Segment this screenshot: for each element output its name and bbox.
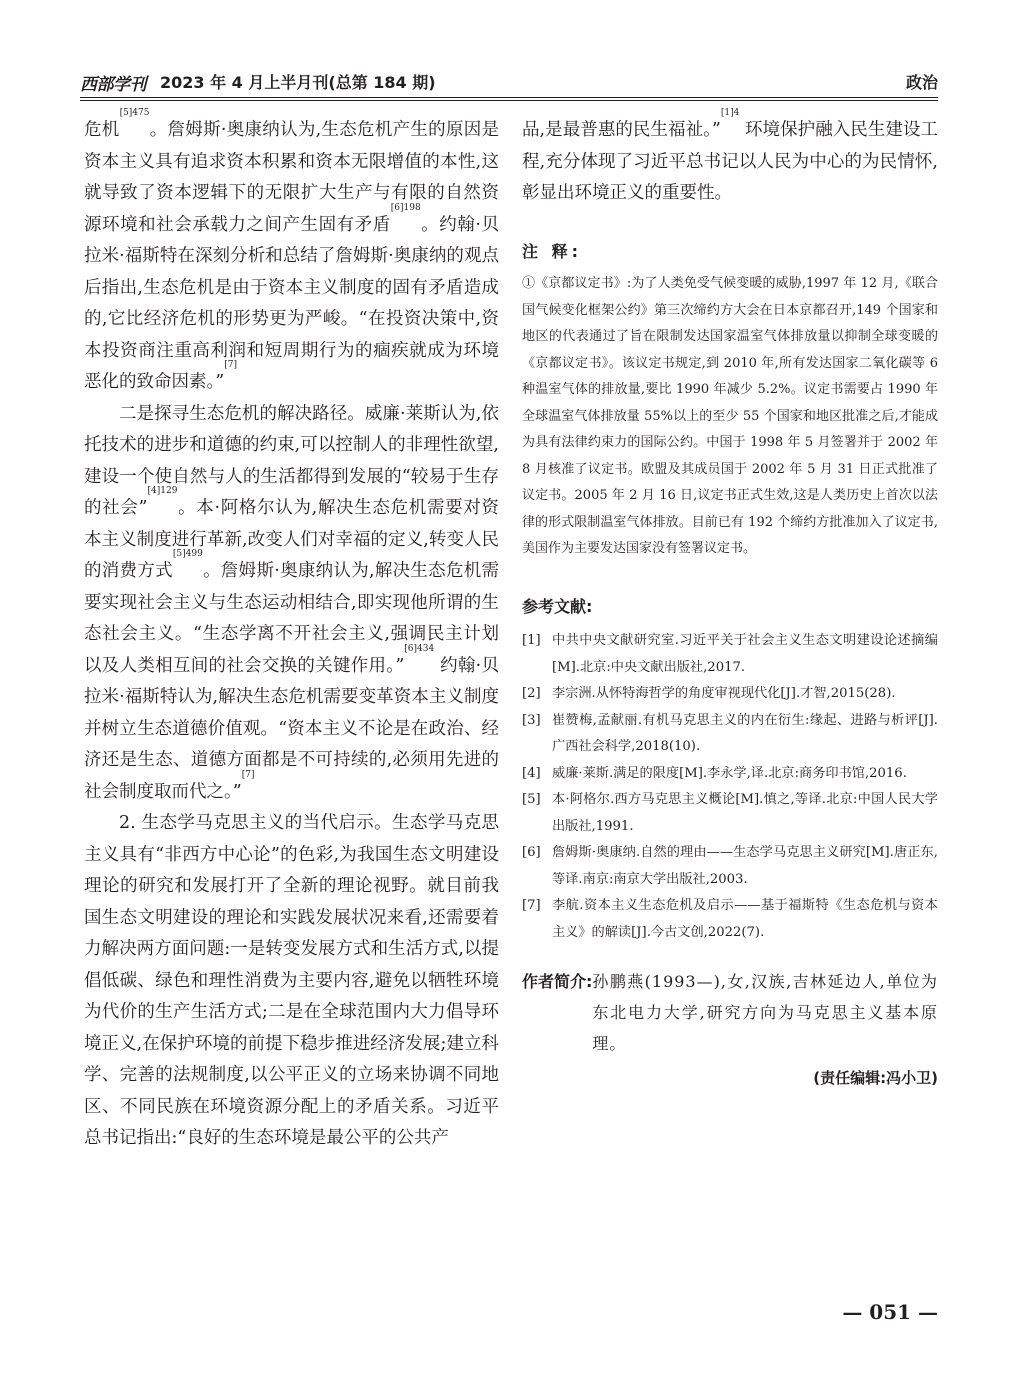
reference-text: 李宗洲.从怀特海哲学的角度审视现代化[J].才智,2015(28). xyxy=(552,686,896,701)
header-rule-thin xyxy=(80,100,938,101)
citation: [7] xyxy=(224,360,237,370)
paragraph: 2. 生态学马克思主义的当代启示。生态学马克思主义具有“非西方中心论”的色彩,为我国生态文明建设理论的研究和发展打开了全新的理论视野。就目前我国生态文明建设的理论和实践发展状况来看,还需要着力解决两方面问题:一是转变发展方式和生活方式,以提倡低碳、绿色和理性消费为主要内容,避免以牺牲环境为代价的生产生活方式;二是在全球范围内大力倡导环境正义,在保护环境的前提下稳步推进经济发展;建立科学、完善的法规制度,以公平正义的立场来协调不同地区、不同民族在环境资源分配上的矛盾关系。习近平总书记指出:“良好的生态环境是最公平的公共产 xyxy=(84,813,499,1148)
issue-info: 2023 年 4 月上半月刊(总第 184 期) xyxy=(160,73,436,92)
reference-item xyxy=(522,708,938,761)
paragraph: 品,是最普惠的民生福祉。”$^{[1]4}$ 环境保护融入民生建设工程,充分体现了习近平总书记以人民为中心的为民情怀,彰显出环境正义的重要性。 xyxy=(522,108,939,203)
reference-number: [5] xyxy=(522,792,541,807)
left-column xyxy=(84,108,500,1155)
citation: [5]475 xyxy=(119,108,150,118)
reference-item xyxy=(522,787,938,840)
citation: [6]434 xyxy=(404,643,435,654)
page-header xyxy=(80,70,938,96)
page-number: — 051 — xyxy=(842,1300,938,1324)
reference-item xyxy=(522,681,938,708)
reference-text: 威廉·莱斯.满足的限度[M].李永学,译.北京:商务印书馆,2016. xyxy=(552,765,907,781)
reference-number: [1] xyxy=(522,633,541,648)
citation: [5]499 xyxy=(172,549,203,559)
reference-text: 本·阿格尔.西方马克思主义概论[M].慎之,等译.北京:中国人民大学出版社,1991. xyxy=(552,792,938,834)
references-list xyxy=(522,628,938,946)
reference-text: 中共中央文献研究室.习近平关于社会主义生态文明建设论述摘编[M].北京:中央文献出版社,2017. xyxy=(552,633,938,675)
author-bio xyxy=(522,966,938,1059)
reference-number: [3] xyxy=(522,712,541,728)
reference-number: [4] xyxy=(522,765,541,781)
header-rule xyxy=(80,97,938,98)
reference-text: 詹姆斯·奥康纳.自然的理由——生态学马克思主义研究[M].唐正东,等译.南京:南京大学出版社,2003. xyxy=(552,845,938,887)
notes-heading: 注 释: xyxy=(522,241,582,261)
paragraph: 二是探寻生态危机的解决路径。威廉·莱斯认为,依托技术的进步和道德的约束,可以控制人的非理性欲望,建设一个使自然与人的生活都得到发展的“较易于生存的社会”$^{[4]129}$。本·阿格尔认为,解决生态危机需要对资本主义制度进行革新,改变人们对幸福的定义,转变人民的消费方式$^{[5]499}$。詹姆斯·奥康纳认为,解决生态危机需要实现社会主义与生态运动相结合,即实现他所谓的生态社会主义。“生态学离不开社会主义,强调民主计划以及人类相互间的社会交换的关键作用。”$^{[6]434}$ 约翰·贝拉米·福斯特认为,解决生态危机需要变革资本主义制度并树立生态道德价值观。“资本主义不论是在政治、经济还是生态、道德方面都是不可持续的,必须用先进的社会制度取而代之。”[7] xyxy=(84,403,500,802)
responsible-editor: (责任编辑:冯小卫) xyxy=(813,1069,938,1087)
journal-logo: 西部学刊 xyxy=(80,75,146,95)
reference-text: 李航.资本主义生态危机及启示——基于福斯特《生态危机与资本主义》的解读[J].今古文创,2022(7). xyxy=(552,898,938,940)
author-label: 作者简介: xyxy=(522,972,593,991)
section-name: 政治 xyxy=(905,73,938,92)
reference-item xyxy=(522,761,938,788)
citation: [1]4 xyxy=(720,108,740,118)
citation: [6]198 xyxy=(390,202,421,213)
paragraph: 危机$^{[5]475}$。詹姆斯·奥康纳认为,生态危机产生的原因是资本主义具有追求资本积累和资本无限增值的本性,这就导致了资本逻辑下的无限扩大生产与有限的自然资源环境和社会承载力之间产生固有矛盾$^{[6]198}$。约翰·贝拉米·福斯特在深刻分析和总结了詹姆斯·奥康纳的观点后指出,生态危机是由于资本主义制度的固有矛盾造成的,它比经济危机的形势更为严峻。“在投资决策中,资本投资商注重高利润和短周期行为的痼疾就成为环境恶化的致命因素。”[7] xyxy=(84,108,500,392)
reference-item xyxy=(522,840,938,893)
citation: [4]129 xyxy=(147,486,178,496)
reference-item xyxy=(522,628,938,681)
citation: [7] xyxy=(241,769,255,780)
reference-item xyxy=(522,893,938,946)
right-column xyxy=(522,108,939,1095)
footnote: ①《京都议定书》:为了人类免受气候变暖的威胁,1997 年 12 月,《联合国气候变化框架公约》第三次缔约方大会在日本京都召开,149 个国家和地区的代表通过了旨在限制发达国家温室气体排放量以抑制全球变暖的《京都议定书》。该议定书规定,到 2010 年,所有发达国家二氧化碳等 6 种温室气体的排放量,要比 1990 年减少 5.2%。议定书需要占 1990 年全球温室气体排放量 55%以上的至少 55 个国家和地区批准之后,才能成为具有法律约束力的国际公约。中国于 1998 年 5 月签署并于 2002 年 8 月核准了议定书。欧盟及其成员国于 2002 年 5 月 31 日正式批准了议定书。2005 年 2 月 16 日,议定书正式生效,这是人类历史上首次以法律的形式限制温室气体排放。目前已有 192 个缔约方批准加入了议定书,美国作为主要发达国家没有签署议定书。 xyxy=(522,276,938,556)
reference-number: [6] xyxy=(522,845,541,860)
reference-text: 崔赞梅,孟献丽.有机马克思主义的内在衍生:缘起、进路与析评[J].广西社会科学,2018(10). xyxy=(552,712,938,754)
author-text: 孙鹏燕(1993—),女,汉族,吉林延边人,单位为东北电力大学,研究方向为马克思主义基本原理。 xyxy=(592,972,938,1053)
reference-number: [2] xyxy=(522,686,541,701)
references-heading: 参考文献: xyxy=(522,596,593,616)
reference-number: [7] xyxy=(522,898,541,913)
